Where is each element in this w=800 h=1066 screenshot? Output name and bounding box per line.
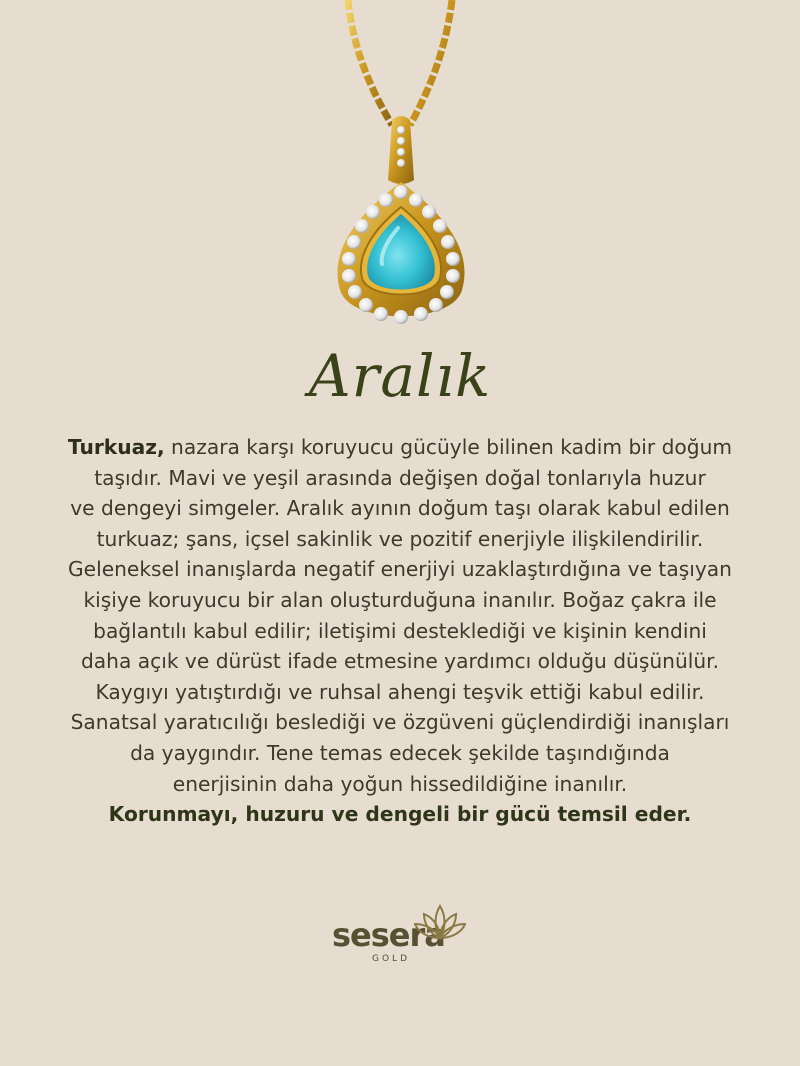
description-line: Geleneksel inanışlarda negatif enerjiyi uzaklaştırdığına ve taşıyan (68, 557, 732, 582)
description-line: taşıdır. Mavi ve yeşil arasında değişen doğal tonlarıyla huzur (94, 465, 706, 490)
lotus-icon (414, 902, 466, 942)
brand-sub: GOLD (372, 954, 411, 964)
page-title: Aralık (308, 342, 492, 410)
brand-name: sesera (332, 916, 445, 954)
description-line: enerjisinin daha yoğun hissedildiğine inanılır. (172, 771, 628, 796)
description-line: da yaygındır. Tene temas edecek şekilde taşındığında (130, 740, 670, 765)
description-line: kişiye koruyucu bir alan oluşturduğuna inanılır. Boğaz çakra ile (83, 587, 717, 612)
description (30, 432, 770, 830)
description-line: ve dengeyi simgeler. Aralık ayının doğum taşı olarak kabul edilen (70, 496, 730, 521)
pendant-image (0, 0, 800, 345)
description-line: bağlantılı kabul edilir; iletişimi desteklediği ve kişinin kendini (93, 618, 707, 643)
brand-logo (330, 902, 475, 972)
description-line (30, 432, 770, 463)
description-lead: Turkuaz, (67, 435, 165, 459)
description-line: Sanatsal yaratıcılığı beslediği ve özgüveni güçlendirdiği inanışları (70, 710, 730, 735)
description-line-rest: nazara karşı koruyucu gücüyle bilinen kadim bir doğum (164, 435, 733, 459)
description-line: daha açık ve dürüst ifade etmesine yardımcı olduğu düşünülür. (80, 649, 720, 674)
description-line: Kaygıyı yatıştırdığı ve ruhsal ahengi teşvik ettiği kabul edilir. (95, 679, 705, 704)
description-line: turkuaz; şans, içsel sakinlik ve pozitif enerjiyle ilişkilendirilir. (96, 526, 704, 551)
description-closing: Korunmayı, huzuru ve dengeli bir gücü temsil eder. (108, 802, 692, 827)
turquoise-pendant-illustration (0, 0, 800, 345)
